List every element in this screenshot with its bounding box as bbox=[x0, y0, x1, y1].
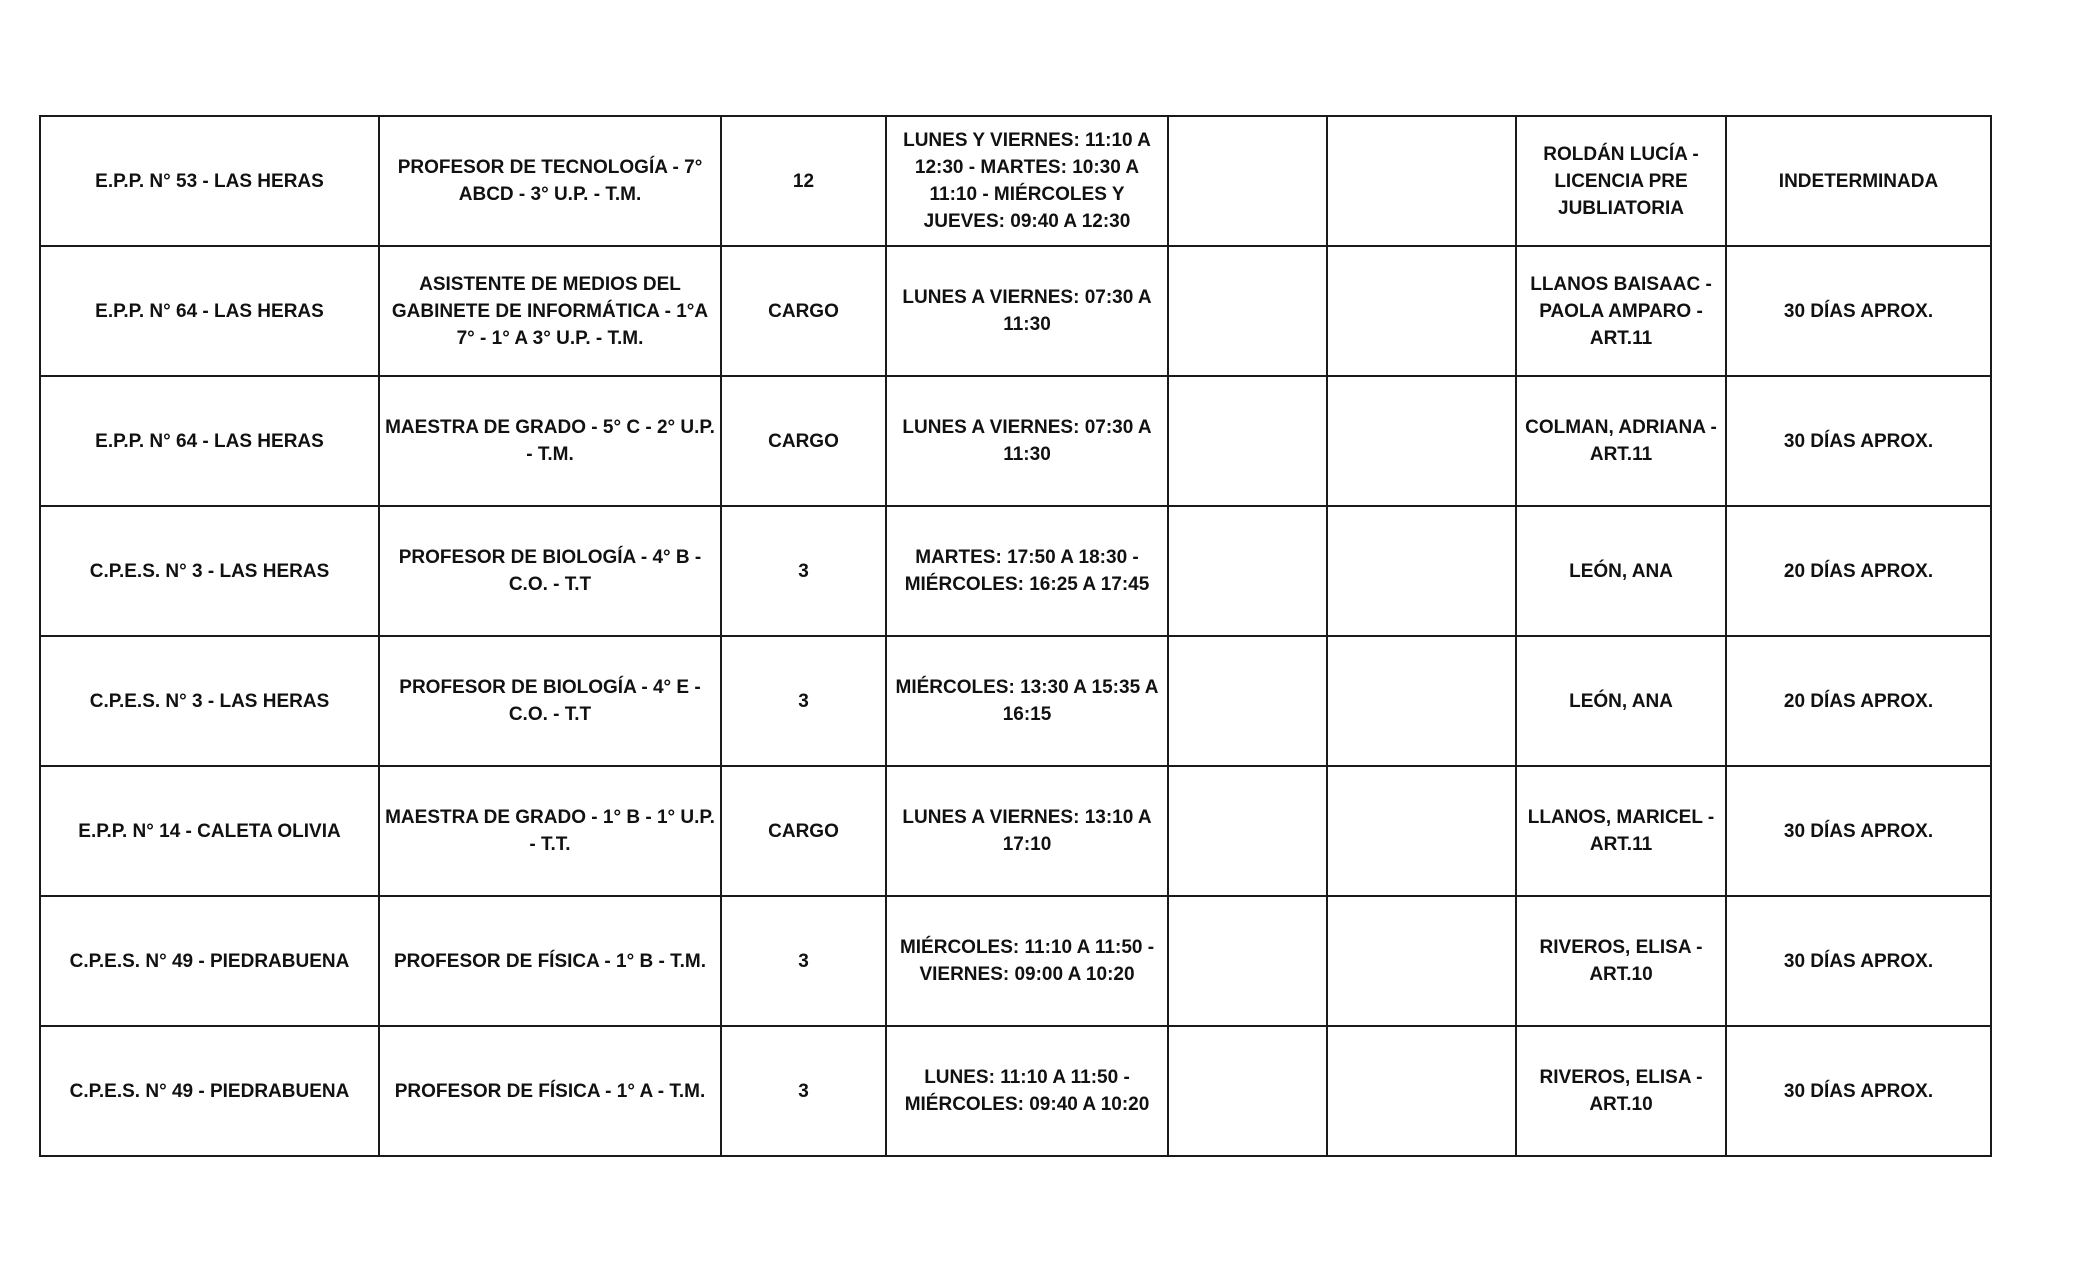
hours-cell: 3 bbox=[721, 506, 886, 636]
empty-cell bbox=[1327, 896, 1516, 1026]
table-row bbox=[40, 116, 1991, 246]
school-cell: E.P.P. N° 53 - LAS HERAS bbox=[40, 116, 379, 246]
position-cell: PROFESOR DE FÍSICA - 1° B - T.M. bbox=[379, 896, 721, 1026]
school-cell: E.P.P. N° 14 - CALETA OLIVIA bbox=[40, 766, 379, 896]
hours-cell: 3 bbox=[721, 636, 886, 766]
schedule-cell: MIÉRCOLES: 13:30 A 15:35 A 16:15 bbox=[886, 636, 1168, 766]
hours-cell: 12 bbox=[721, 116, 886, 246]
holder-cell: RIVEROS, ELISA - ART.10 bbox=[1516, 1026, 1726, 1156]
hours-cell: CARGO bbox=[721, 766, 886, 896]
vacancy-table bbox=[39, 115, 1992, 1157]
empty-cell bbox=[1327, 1026, 1516, 1156]
schedule-cell: LUNES Y VIERNES: 11:10 A 12:30 - MARTES: 10:30 A 11:10 - MIÉRCOLES Y JUEVES: 09:40 A 12:30 bbox=[886, 116, 1168, 246]
position-cell: PROFESOR DE BIOLOGÍA - 4° B - C.O. - T.T bbox=[379, 506, 721, 636]
hours-cell: CARGO bbox=[721, 376, 886, 506]
position-cell: MAESTRA DE GRADO - 5° C - 2° U.P. - T.M. bbox=[379, 376, 721, 506]
empty-cell bbox=[1327, 246, 1516, 376]
empty-cell bbox=[1168, 1026, 1327, 1156]
empty-cell bbox=[1168, 246, 1327, 376]
duration-cell: 20 DÍAS APROX. bbox=[1726, 506, 1991, 636]
position-cell: ASISTENTE DE MEDIOS DEL GABINETE DE INFORMÁTICA - 1°A 7° - 1° A 3° U.P. - T.M. bbox=[379, 246, 721, 376]
empty-cell bbox=[1327, 636, 1516, 766]
position-cell: PROFESOR DE BIOLOGÍA - 4° E - C.O. - T.T bbox=[379, 636, 721, 766]
table-row bbox=[40, 376, 1991, 506]
duration-cell: 30 DÍAS APROX. bbox=[1726, 376, 1991, 506]
hours-cell: 3 bbox=[721, 1026, 886, 1156]
schedule-cell: LUNES A VIERNES: 07:30 A 11:30 bbox=[886, 246, 1168, 376]
position-cell: PROFESOR DE FÍSICA - 1° A - T.M. bbox=[379, 1026, 721, 1156]
empty-cell bbox=[1168, 116, 1327, 246]
holder-cell: ROLDÁN LUCÍA - LICENCIA PRE JUBLIATORIA bbox=[1516, 116, 1726, 246]
empty-cell bbox=[1327, 506, 1516, 636]
schedule-cell: MARTES: 17:50 A 18:30 - MIÉRCOLES: 16:25 A 17:45 bbox=[886, 506, 1168, 636]
school-cell: E.P.P. N° 64 - LAS HERAS bbox=[40, 376, 379, 506]
holder-cell: LLANOS, MARICEL - ART.11 bbox=[1516, 766, 1726, 896]
school-cell: E.P.P. N° 64 - LAS HERAS bbox=[40, 246, 379, 376]
empty-cell bbox=[1327, 766, 1516, 896]
holder-cell: LEÓN, ANA bbox=[1516, 506, 1726, 636]
empty-cell bbox=[1327, 376, 1516, 506]
table-row bbox=[40, 636, 1991, 766]
hours-cell: 3 bbox=[721, 896, 886, 1026]
empty-cell bbox=[1168, 896, 1327, 1026]
school-cell: C.P.E.S. N° 3 - LAS HERAS bbox=[40, 506, 379, 636]
empty-cell bbox=[1168, 506, 1327, 636]
holder-cell: LEÓN, ANA bbox=[1516, 636, 1726, 766]
duration-cell: 30 DÍAS APROX. bbox=[1726, 896, 1991, 1026]
schedule-cell: MIÉRCOLES: 11:10 A 11:50 - VIERNES: 09:00 A 10:20 bbox=[886, 896, 1168, 1026]
table-row bbox=[40, 506, 1991, 636]
holder-cell: RIVEROS, ELISA - ART.10 bbox=[1516, 896, 1726, 1026]
table-row bbox=[40, 246, 1991, 376]
school-cell: C.P.E.S. N° 49 - PIEDRABUENA bbox=[40, 896, 379, 1026]
holder-cell: LLANOS BAISAAC - PAOLA AMPARO - ART.11 bbox=[1516, 246, 1726, 376]
empty-cell bbox=[1327, 116, 1516, 246]
empty-cell bbox=[1168, 636, 1327, 766]
empty-cell bbox=[1168, 766, 1327, 896]
holder-cell: COLMAN, ADRIANA - ART.11 bbox=[1516, 376, 1726, 506]
duration-cell: 30 DÍAS APROX. bbox=[1726, 766, 1991, 896]
hours-cell: CARGO bbox=[721, 246, 886, 376]
school-cell: C.P.E.S. N° 3 - LAS HERAS bbox=[40, 636, 379, 766]
schedule-cell: LUNES: 11:10 A 11:50 - MIÉRCOLES: 09:40 A 10:20 bbox=[886, 1026, 1168, 1156]
position-cell: MAESTRA DE GRADO - 1° B - 1° U.P. - T.T. bbox=[379, 766, 721, 896]
duration-cell: INDETERMINADA bbox=[1726, 116, 1991, 246]
duration-cell: 30 DÍAS APROX. bbox=[1726, 1026, 1991, 1156]
table-row bbox=[40, 766, 1991, 896]
duration-cell: 30 DÍAS APROX. bbox=[1726, 246, 1991, 376]
duration-cell: 20 DÍAS APROX. bbox=[1726, 636, 1991, 766]
school-cell: C.P.E.S. N° 49 - PIEDRABUENA bbox=[40, 1026, 379, 1156]
table-row bbox=[40, 1026, 1991, 1156]
table-row bbox=[40, 896, 1991, 1026]
empty-cell bbox=[1168, 376, 1327, 506]
schedule-cell: LUNES A VIERNES: 13:10 A 17:10 bbox=[886, 766, 1168, 896]
position-cell: PROFESOR DE TECNOLOGÍA - 7° ABCD - 3° U.P. - T.M. bbox=[379, 116, 721, 246]
schedule-cell: LUNES A VIERNES: 07:30 A 11:30 bbox=[886, 376, 1168, 506]
